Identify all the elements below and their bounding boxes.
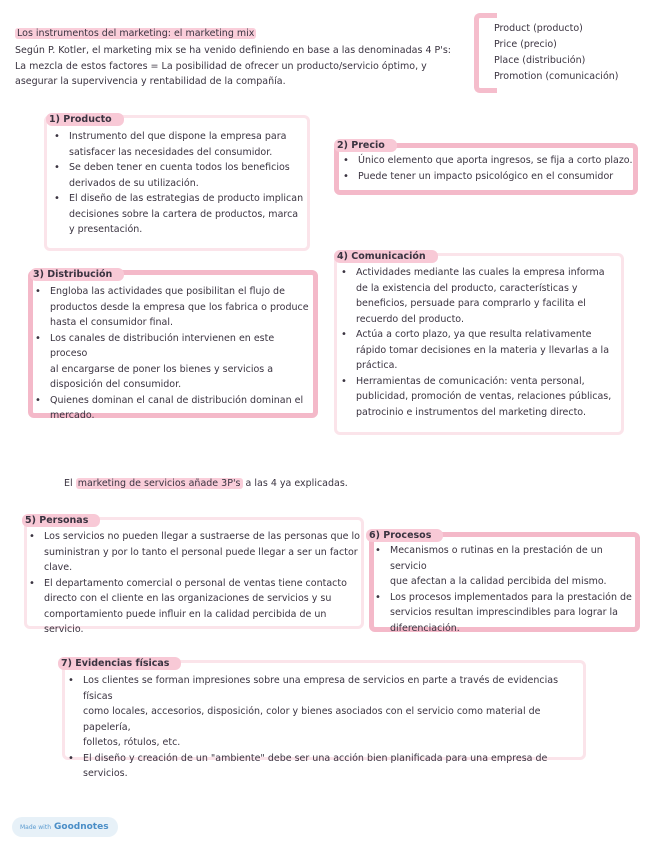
list-item: • Instrumento del que dispone la empresa para satisfacer las necesidades del consumidor. [54, 131, 287, 158]
list-item: • Único elemento que aporta ingresos, se fija a corto plazo. [343, 155, 633, 166]
intro-line: La mezcla de estos factores = La posibilidad de ofrecer un producto/servicio óptimo, y [15, 60, 427, 72]
four-ps-item: Product (producto) [494, 23, 583, 34]
evidencias-heading: 7) Evidencias físicas [58, 657, 181, 670]
procesos-list [373, 543, 639, 636]
four-ps-item: Price (precio) [494, 39, 557, 50]
producto-heading: 1) Producto [46, 113, 124, 126]
list-item: • Los procesos implementados para la prestación de servicios resultan imprescindibles para lograr la diferenciación. [375, 591, 632, 634]
producto-list [52, 129, 306, 238]
comunicacion-list [339, 265, 621, 420]
goodnotes-brand: Goodnotes [54, 822, 109, 832]
intro-text [15, 43, 451, 90]
four-ps-item: Place (distribución) [494, 55, 586, 66]
list-item: • Herramientas de comunicación: venta personal, publicidad, promoción de ventas, relaciones públicas, patrocinio e instrumentos del marketing directo. [341, 375, 612, 418]
list-item: • El diseño de las estrategias de producto implican decisiones sobre la cartera de productos, marca y presentación. [54, 193, 304, 235]
list-item: • Los clientes se forman impresiones sobre una empresa de servicios en parte a través de evidencias físicas como locales, accesorios, disposición, color y bienes asociados con el servicio como material de papelería, folletos, rótulos, etc. [68, 675, 559, 748]
list-item: • Engloba las actividades que posibilitan el flujo de productos desde la empresa que los fabrica o produce hasta el consumidor final. [35, 286, 309, 328]
distribucion-heading: 3) Distribución [30, 268, 124, 281]
comunicacion-heading: 4) Comunicación [334, 250, 438, 263]
made-with-label: Made with [20, 824, 51, 831]
list-item: • Mecanismos o rutinas en la prestación de un servicio que afectan a la calidad percibida del mismo. [375, 545, 607, 587]
intro-line: Según P. Kotler, el marketing mix se ha venido definiendo en base a las denominadas 4 P's: [15, 45, 451, 56]
precio-heading: 2) Precio [334, 139, 397, 152]
list-item: • El departamento comercial o personal de ventas tiene contacto directo con el cliente en las organizaciones de servicios y su comportamiento puede influir en la calidad percibida de un servicio. [29, 577, 347, 635]
procesos-heading: 6) Procesos [366, 529, 443, 542]
list-item: • El diseño y creación de un "ambiente" debe ser una acción bien planificada para una empresa de servicios. [68, 752, 548, 779]
list-item: • Los canales de distribución intervienen en este proceso al encargarse de poner los bienes y servicios a disposición del consumidor. [35, 332, 275, 390]
list-item: • Actividades mediante las cuales la empresa informa de la existencia del producto, características y beneficios, persuade para comprarlo y facilita el recuerdo del producto. [341, 267, 605, 325]
intro-line: asegurar la supervivencia y rentabilidad de la compañía. [15, 76, 286, 87]
four-ps-list [494, 21, 618, 85]
intro-title: Los instrumentos del marketing: el marketing mix [17, 28, 255, 39]
personas-heading: 5) Personas [22, 514, 100, 527]
servicios-line: El marketing de servicios añade 3P's a las 4 ya explicadas. [64, 478, 348, 489]
list-item: • Actúa a corto plazo, ya que resulta relativamente rápido tomar decisiones en la materia y llevarlas a la práctica. [341, 329, 610, 371]
four-ps-item: Promotion (comunicación) [494, 71, 619, 82]
list-item: • Puede tener un impacto psicológico en el consumidor [343, 170, 614, 182]
list-item: • Quienes dominan el canal de distribución dominan el mercado. [35, 394, 304, 421]
precio-list [341, 153, 633, 184]
list-item: • Los servicios no pueden llegar a sustraerse de las personas que lo suministran y por lo tanto el personal puede llegar a ser un factor clave. [29, 531, 360, 573]
personas-list [27, 529, 362, 638]
list-item: • Se deben tener en cuenta todos los beneficios derivados de su utilización. [54, 162, 290, 189]
distribucion-list [33, 284, 313, 424]
goodnotes-badge[interactable] [12, 817, 118, 837]
evidencias-list [66, 673, 584, 782]
